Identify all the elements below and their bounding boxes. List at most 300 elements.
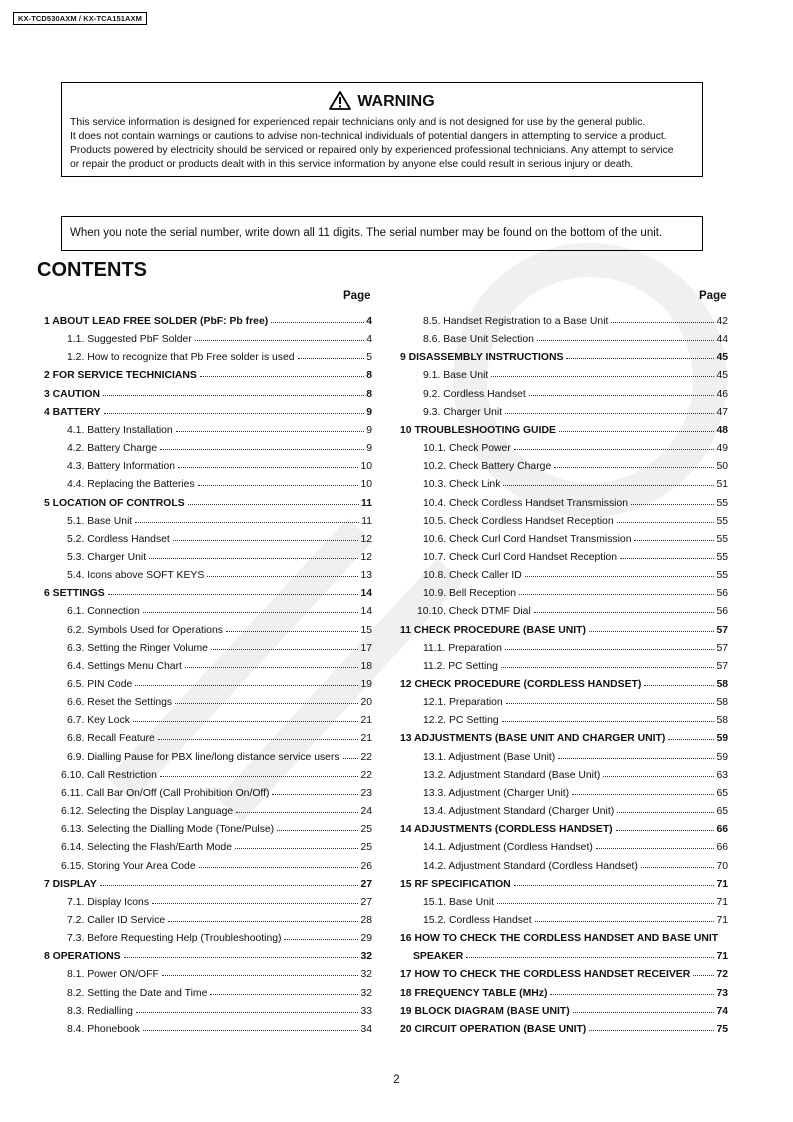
toc-leader <box>175 703 358 704</box>
toc-entry-title: 6.13. Selecting the Dialling Mode (Tone/Pulse) <box>61 824 275 836</box>
toc-entry-title: 8.6. Base Unit Selection <box>423 334 534 346</box>
toc-leader <box>566 358 714 359</box>
toc-leader <box>100 885 359 886</box>
toc-entry-title: 10.6. Check Curl Cord Handset Transmission <box>423 533 632 545</box>
toc-entry-title: 6.12. Selecting the Display Language <box>61 806 234 818</box>
toc-entry-title: 3 CAUTION <box>44 388 100 400</box>
toc-entry[interactable] <box>67 601 372 617</box>
toc-entry[interactable] <box>423 456 728 472</box>
toc-entry[interactable] <box>423 474 728 490</box>
toc-entry[interactable] <box>423 856 728 872</box>
toc-entry[interactable] <box>67 910 372 926</box>
toc-entry[interactable] <box>67 710 372 726</box>
toc-leader <box>503 485 714 486</box>
toc-entry-title: 13.1. Adjustment (Base Unit) <box>423 751 556 763</box>
toc-entry[interactable] <box>61 819 372 835</box>
toc-entry-page: 26 <box>360 860 372 872</box>
toc-entry[interactable] <box>423 493 728 509</box>
toc-entry-page: 71 <box>716 951 728 963</box>
toc-entry[interactable] <box>61 837 372 853</box>
toc-entry[interactable] <box>413 946 728 962</box>
toc-entry-page: 50 <box>716 461 728 473</box>
page-column-header-right: Page <box>699 290 727 302</box>
toc-leader <box>199 867 359 868</box>
toc-entry-title: 6.1. Connection <box>67 606 140 618</box>
contents-heading: CONTENTS <box>37 259 147 281</box>
toc-entry[interactable] <box>67 747 372 763</box>
toc-entry-title: 11.1. Preparation <box>423 642 502 654</box>
toc-entry-title: 7 DISPLAY <box>44 878 97 890</box>
warning-box <box>61 82 703 177</box>
warning-line: This service information is designed for experienced repair technicians only and is not designed for use by the general public. <box>70 117 646 128</box>
toc-entry[interactable] <box>67 565 372 581</box>
toc-leader <box>631 504 714 505</box>
toc-entry-page: 56 <box>716 588 728 600</box>
toc-entry-title: 8.3. Redialling <box>67 1005 133 1017</box>
toc-entry-page: 29 <box>360 933 372 945</box>
toc-leader <box>236 812 358 813</box>
toc-entry-page: 15 <box>360 624 372 636</box>
toc-entry-page: 11 <box>361 515 372 527</box>
toc-leader <box>589 1030 714 1031</box>
toc-leader <box>226 631 359 632</box>
toc-entry[interactable] <box>44 874 372 890</box>
toc-entry[interactable] <box>423 710 728 726</box>
toc-entry[interactable] <box>67 511 372 527</box>
toc-entry[interactable] <box>400 819 728 835</box>
toc-leader <box>535 921 715 922</box>
toc-leader <box>534 612 715 613</box>
toc-entry-page: 34 <box>360 1023 372 1035</box>
toc-entry-title: 6.5. PIN Code <box>67 679 133 690</box>
toc-entry-page: 18 <box>360 660 372 672</box>
toc-entry-title: 12 CHECK PROCEDURE (CORDLESS HANDSET) <box>400 679 642 690</box>
toc-entry-title: 4.2. Battery Charge <box>67 443 158 455</box>
toc-entry-title: 17 HOW TO CHECK THE CORDLESS HANDSET RECEIVER <box>400 969 691 981</box>
toc-entry-page: 13 <box>360 570 372 582</box>
toc-entry[interactable] <box>423 837 728 853</box>
toc-leader <box>572 794 714 795</box>
toc-leader <box>168 921 358 922</box>
toc-entry[interactable] <box>67 329 372 345</box>
toc-leader <box>634 540 714 541</box>
toc-entry-page: 32 <box>360 951 372 963</box>
toc-entry[interactable] <box>423 801 728 817</box>
toc-leader <box>573 1012 715 1013</box>
toc-entry-title: 13.2. Adjustment Standard (Base Unit) <box>423 769 601 781</box>
toc-leader <box>143 1030 359 1031</box>
toc-leader <box>501 667 715 668</box>
toc-entry-title: 9.3. Charger Unit <box>423 406 503 418</box>
toc-entry-page: 25 <box>360 824 372 836</box>
toc-entry-page: 23 <box>360 787 372 799</box>
toc-entry-page: 27 <box>360 878 372 890</box>
toc-leader <box>210 994 358 995</box>
toc-entry-title: 9.1. Base Unit <box>423 370 489 382</box>
toc-leader <box>158 739 359 740</box>
page-column-header-left: Page <box>343 290 371 302</box>
page-number: 2 <box>393 1074 400 1086</box>
toc-entry-page: 47 <box>716 406 728 418</box>
toc-entry-title: 5.1. Base Unit <box>67 515 133 527</box>
toc-entry[interactable] <box>67 656 372 672</box>
toc-entry[interactable] <box>423 910 728 926</box>
toc-leader <box>162 975 359 976</box>
toc-leader <box>103 395 364 396</box>
toc-entry-page: 71 <box>716 896 728 908</box>
toc-entry-title: 9.2. Cordless Handset <box>423 388 526 400</box>
toc-leader <box>188 504 359 505</box>
toc-entry-page: 11 <box>361 497 372 509</box>
toc-entry[interactable] <box>423 438 728 454</box>
toc-leader <box>143 612 359 613</box>
toc-leader <box>505 413 714 414</box>
toc-leader <box>235 848 358 849</box>
toc-entry-title: 6.6. Reset the Settings <box>67 697 173 709</box>
toc-entry-page: 58 <box>716 697 728 709</box>
toc-entry-title: 7.2. Caller ID Service <box>67 914 166 926</box>
toc-leader <box>271 322 364 323</box>
toc-entry[interactable] <box>423 892 728 908</box>
toc-entry[interactable] <box>423 565 728 581</box>
toc-leader <box>668 739 714 740</box>
toc-entry[interactable] <box>423 547 728 563</box>
toc-entry-title: 6 SETTINGS <box>44 588 105 600</box>
toc-leader <box>149 558 358 559</box>
toc-entry-title: 13.4. Adjustment Standard (Charger Unit) <box>423 806 615 818</box>
toc-entry-page: 14 <box>360 606 372 618</box>
serial-number-note: When you note the serial number, write down all 11 digits. The serial number may be found on the bottom of the unit. <box>61 216 703 251</box>
toc-leader <box>173 540 359 541</box>
toc-entry[interactable] <box>44 384 372 400</box>
toc-entry-page: 73 <box>716 987 728 999</box>
toc-entry-page: 8 <box>366 388 372 400</box>
toc-leader <box>550 994 714 995</box>
toc-leader <box>620 558 714 559</box>
warning-title-text: WARNING <box>357 93 435 110</box>
toc-entry-title: 5 LOCATION OF CONTROLS <box>44 497 185 509</box>
toc-entry-title: 6.2. Symbols Used for Operations <box>67 624 223 636</box>
toc-entry-title: 4 BATTERY <box>44 406 101 418</box>
toc-entry-page: 44 <box>716 334 728 346</box>
toc-entry[interactable] <box>423 656 728 672</box>
toc-entry-page: 56 <box>716 606 728 618</box>
toc-leader <box>519 594 714 595</box>
toc-entry-page: 27 <box>360 896 372 908</box>
toc-entry[interactable] <box>44 365 372 381</box>
toc-entry-page: 65 <box>716 787 728 799</box>
toc-entry[interactable] <box>67 474 372 490</box>
toc-entry-title: 6.15. Storing Your Area Code <box>61 860 196 872</box>
toc-entry[interactable] <box>67 674 372 690</box>
toc-entry-title: 20 CIRCUIT OPERATION (BASE UNIT) <box>400 1023 587 1035</box>
toc-entry-page: 22 <box>360 769 372 781</box>
toc-leader <box>617 522 715 523</box>
toc-leader <box>124 957 359 958</box>
toc-entry[interactable] <box>400 347 728 363</box>
toc-entry-title: 6.11. Call Bar On/Off (Call Prohibition On/Off) <box>61 787 270 799</box>
toc-entry-title: 13 ADJUSTMENTS (BASE UNIT AND CHARGER UNIT) <box>400 733 666 745</box>
toc-entry-page: 32 <box>360 987 372 999</box>
toc-entry-title: 10.8. Check Caller ID <box>423 570 522 582</box>
toc-entry-page: 55 <box>716 570 728 582</box>
toc-entry[interactable] <box>423 365 728 381</box>
toc-entry-title: 8 OPERATIONS <box>44 951 121 963</box>
toc-entry-page: 72 <box>716 969 728 981</box>
toc-leader <box>641 867 715 868</box>
toc-entry-title: 10.9. Bell Reception <box>423 588 516 600</box>
warning-line: It does not contain warnings or cautions to advise non-technical individuals of potential dangers in attempting to service a product. <box>70 131 667 142</box>
toc-entry-page: 14 <box>360 588 372 600</box>
toc-entry-title: 6.7. Key Lock <box>67 715 130 727</box>
toc-leader <box>185 667 359 668</box>
toc-entry[interactable] <box>423 384 728 400</box>
toc-leader <box>200 376 364 377</box>
toc-entry-title: 8.2. Setting the Date and Time <box>67 987 208 999</box>
toc-entry-page: 59 <box>716 733 728 745</box>
toc-leader <box>176 431 365 432</box>
toc-entry-title: 1 ABOUT LEAD FREE SOLDER (PbF: Pb free) <box>44 316 269 327</box>
toc-leader <box>514 449 715 450</box>
warning-title <box>62 91 702 111</box>
toc-entry-page: 21 <box>360 715 372 727</box>
toc-entry-title: 10.10. Check DTMF Dial <box>417 606 531 618</box>
toc-entry-title: 14 ADJUSTMENTS (CORDLESS HANDSET) <box>400 824 613 836</box>
toc-entry[interactable] <box>67 964 372 980</box>
toc-entry[interactable] <box>423 783 728 799</box>
toc-leader <box>558 758 714 759</box>
toc-entry-page: 58 <box>716 679 728 690</box>
toc-leader <box>178 467 358 468</box>
warning-triangle-icon <box>329 91 351 110</box>
toc-entry-page: 12 <box>360 551 372 563</box>
toc-entry-title: 8.4. Phonebook <box>67 1023 140 1035</box>
toc-entry[interactable] <box>400 620 728 636</box>
toc-entry-page: 19 <box>360 679 372 690</box>
toc-entry-title: 5.2. Cordless Handset <box>67 533 170 545</box>
toc-entry-title: 6.4. Settings Menu Chart <box>67 660 182 672</box>
toc-entry[interactable] <box>67 620 372 636</box>
toc-entry-page: 66 <box>716 824 728 836</box>
toc-entry-title: 15 RF SPECIFICATION <box>400 878 511 890</box>
toc-entry-page: 32 <box>360 969 372 981</box>
toc-leader <box>529 395 715 396</box>
toc-leader <box>616 830 715 831</box>
toc-entry[interactable] <box>423 511 728 527</box>
toc-entry[interactable] <box>67 529 372 545</box>
toc-entry[interactable] <box>423 529 728 545</box>
toc-leader <box>497 903 714 904</box>
toc-leader <box>284 939 358 940</box>
toc-entry[interactable] <box>67 1019 372 1035</box>
toc-entry-page: 46 <box>716 388 728 400</box>
toc-entry[interactable] <box>67 456 372 472</box>
toc-entry-page: 10 <box>360 461 372 473</box>
toc-entry-title: 5.4. Icons above SOFT KEYS <box>67 570 205 582</box>
toc-entry[interactable] <box>44 311 372 327</box>
toc-entry-page: 70 <box>716 860 728 872</box>
toc-entry[interactable] <box>400 983 728 999</box>
toc-entry-title: 15.2. Cordless Handset <box>423 914 532 926</box>
toc-entry[interactable] <box>67 892 372 908</box>
toc-entry[interactable] <box>67 1001 372 1017</box>
toc-entry-page: 33 <box>360 1005 372 1017</box>
toc-entry[interactable] <box>44 402 372 418</box>
toc-entry[interactable] <box>423 311 728 327</box>
toc-entry[interactable] <box>400 874 728 890</box>
toc-entry-page: 9 <box>366 406 372 418</box>
toc-entry[interactable] <box>44 493 372 509</box>
toc-leader <box>502 721 715 722</box>
toc-leader <box>644 685 714 686</box>
toc-entry-title: 16 HOW TO CHECK THE CORDLESS HANDSET AND BASE UNIT <box>400 933 719 945</box>
toc-leader <box>693 975 714 976</box>
toc-entry-title: 13.3. Adjustment (Charger Unit) <box>423 787 570 799</box>
toc-entry[interactable] <box>423 765 728 781</box>
toc-leader <box>133 721 358 722</box>
toc-entry-title: 10.7. Check Curl Cord Handset Reception <box>423 551 618 563</box>
toc-leader <box>491 376 714 377</box>
toc-entry-title: 8.5. Handset Registration to a Base Unit <box>423 316 609 327</box>
toc-entry-title: 1.2. How to recognize that Pb Free solder is used <box>67 352 295 364</box>
toc-entry[interactable] <box>67 928 372 944</box>
toc-leader <box>611 322 714 323</box>
toc-entry-title: 4.1. Battery Installation <box>67 424 173 436</box>
toc-entry[interactable] <box>400 928 728 944</box>
toc-leader <box>505 649 714 650</box>
toc-entry-page: 66 <box>716 842 728 854</box>
toc-entry-title: 12.2. PC Setting <box>423 715 499 727</box>
toc-entry[interactable] <box>67 692 372 708</box>
toc-entry-page: 65 <box>716 806 728 818</box>
toc-entry[interactable] <box>400 674 728 690</box>
toc-entry-page: 74 <box>716 1005 728 1017</box>
toc-leader <box>466 957 714 958</box>
toc-entry-page: 10 <box>360 479 372 491</box>
toc-entry[interactable] <box>400 1001 728 1017</box>
toc-entry-page: 45 <box>716 370 728 382</box>
toc-entry[interactable] <box>400 420 728 436</box>
toc-entry-page: 55 <box>716 533 728 545</box>
toc-leader <box>207 576 358 577</box>
toc-entry-page: 55 <box>716 497 728 509</box>
toc-entry[interactable] <box>423 747 728 763</box>
toc-entry-title: 19 BLOCK DIAGRAM (BASE UNIT) <box>400 1005 570 1017</box>
toc-entry[interactable] <box>400 1019 728 1035</box>
toc-entry-page: 42 <box>716 316 728 327</box>
toc-entry[interactable] <box>61 856 372 872</box>
toc-entry[interactable] <box>44 946 372 962</box>
toc-entry-page: 9 <box>366 424 372 436</box>
toc-entry-page: 8 <box>366 370 372 382</box>
toc-entry[interactable] <box>417 601 728 617</box>
model-number-label: KX-TCD530AXM / KX-TCA151AXM <box>13 12 147 25</box>
toc-leader <box>152 903 358 904</box>
toc-entry-page: 12 <box>360 533 372 545</box>
toc-entry[interactable] <box>400 728 728 744</box>
toc-leader <box>596 848 715 849</box>
toc-leader <box>298 358 365 359</box>
toc-entry-page: 59 <box>716 751 728 763</box>
toc-entry-title: 6.9. Dialling Pause for PBX line/long distance service users <box>67 751 340 763</box>
toc-entry-page: 21 <box>360 733 372 745</box>
toc-entry[interactable] <box>67 547 372 563</box>
toc-entry-title: 10.3. Check Link <box>423 479 501 491</box>
toc-entry-page: 49 <box>716 443 728 455</box>
toc-leader <box>589 631 715 632</box>
toc-entry-title: 15.1. Base Unit <box>423 896 495 908</box>
toc-entry-page: 4 <box>366 316 372 327</box>
toc-entry[interactable] <box>423 329 728 345</box>
toc-leader <box>514 885 715 886</box>
toc-entry-title: 4.4. Replacing the Batteries <box>67 479 195 491</box>
toc-leader <box>104 413 365 414</box>
toc-entry-title: 10.5. Check Cordless Handset Reception <box>423 515 614 527</box>
toc-entry-title: 14.2. Adjustment Standard (Cordless Handset) <box>423 860 638 872</box>
toc-leader <box>617 812 714 813</box>
toc-entry[interactable] <box>67 347 372 363</box>
toc-entry-page: 45 <box>716 352 728 364</box>
toc-entry[interactable] <box>67 983 372 999</box>
toc-entry-page: 55 <box>716 515 728 527</box>
toc-leader <box>343 758 359 759</box>
toc-entry-page: 57 <box>716 642 728 654</box>
toc-entry-title: 9 DISASSEMBLY INSTRUCTIONS <box>400 352 564 364</box>
toc-entry[interactable] <box>61 801 372 817</box>
toc-entry[interactable] <box>400 964 728 980</box>
toc-entry-title: 14.1. Adjustment (Cordless Handset) <box>423 842 593 854</box>
toc-entry[interactable] <box>423 638 728 654</box>
toc-entry-title: 6.10. Call Restriction <box>61 769 157 781</box>
toc-entry-page: 28 <box>360 914 372 926</box>
toc-entry-page: 55 <box>716 551 728 563</box>
toc-entry[interactable] <box>423 402 728 418</box>
toc-entry-page: 25 <box>360 842 372 854</box>
toc-entry-title: 1.1. Suggested PbF Solder <box>67 334 192 346</box>
toc-leader <box>559 431 715 432</box>
toc-leader <box>603 776 714 777</box>
warning-line: or repair the product or products dealt with in this service information by anyone else could result in serious injury or death. <box>70 159 634 170</box>
warning-line: Products powered by electricity should be serviced or repaired only by experienced professional technicians. Any attempt to service <box>70 145 674 156</box>
toc-entry[interactable] <box>67 638 372 654</box>
toc-entry-title: 6.8. Recall Feature <box>67 733 155 745</box>
toc-leader <box>136 1012 359 1013</box>
toc-entry-page: 9 <box>366 443 372 455</box>
toc-entry[interactable] <box>61 783 372 799</box>
toc-leader <box>135 685 358 686</box>
toc-entry-page: 5 <box>366 352 372 364</box>
toc-leader <box>211 649 358 650</box>
toc-entry[interactable] <box>423 692 728 708</box>
toc-entry-title: SPEAKER <box>413 951 464 963</box>
toc-entry[interactable] <box>44 583 372 599</box>
toc-entry[interactable] <box>67 438 372 454</box>
toc-leader <box>195 340 364 341</box>
toc-entry[interactable] <box>67 420 372 436</box>
toc-entry-title: 4.3. Battery Information <box>67 461 176 473</box>
toc-leader <box>198 485 359 486</box>
toc-entry-title: 11.2. PC Setting <box>423 660 498 672</box>
toc-entry-page: 17 <box>360 642 372 654</box>
toc-entry[interactable] <box>423 583 728 599</box>
toc-leader <box>554 467 714 468</box>
toc-entry[interactable] <box>61 765 372 781</box>
toc-entry[interactable] <box>67 728 372 744</box>
toc-entry-page: 71 <box>716 878 728 890</box>
toc-entry-title: 10.4. Check Cordless Handset Transmission <box>423 497 629 509</box>
toc-entry-page: 71 <box>716 914 728 926</box>
toc-entry-page: 57 <box>716 624 728 636</box>
